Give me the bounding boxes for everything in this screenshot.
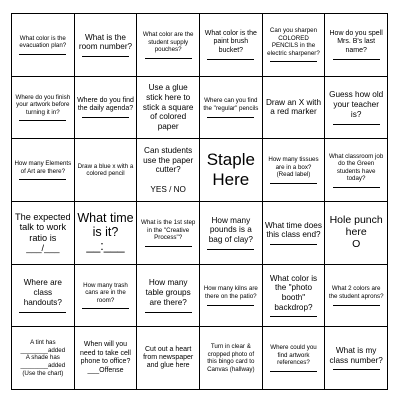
answer-line [82, 308, 129, 309]
bingo-square-prompt: Cut out a heart from newspaper and glue here [143, 345, 194, 370]
bingo-square-r5-c5 [263, 265, 326, 328]
bingo-square-prompt: Where do you finish your artwork before turning it in? [15, 93, 71, 116]
bingo-square-r6-c1 [12, 327, 75, 390]
bingo-square-r2-c3 [137, 77, 200, 140]
bingo-square-r2-c1 [12, 77, 75, 140]
bingo-square-r3-c1 [12, 139, 75, 202]
bingo-square-r4-c5 [263, 202, 326, 265]
bingo-square-prompt: Guess how old your teacher is? [329, 90, 384, 119]
answer-line [333, 59, 380, 60]
bingo-square-r3-c3 [137, 139, 200, 202]
bingo-square-prompt: The expected talk to work ratio is ___/___ [14, 211, 71, 254]
bingo-square-r5-c6 [325, 265, 388, 328]
bingo-square-prompt: What color is the evacuation plan? [19, 34, 67, 50]
bingo-square-prompt: How many kilns are there on the patio? [203, 285, 258, 300]
bingo-square-prompt: Hole punch here O [329, 214, 383, 250]
bingo-square-prompt: What is my class number? [329, 345, 383, 365]
answer-line [145, 312, 192, 313]
bingo-square-prompt: What classroom job do the Green students have today? [328, 152, 384, 183]
bingo-square-prompt: Turn in clear & cropped photo of this bingo card to Canvas (hallway) [207, 343, 255, 373]
bingo-square-prompt: How many Elements of Art are there? [14, 160, 72, 175]
bingo-square-r6-c5 [263, 327, 326, 390]
bingo-square-r4-c6 [325, 202, 388, 265]
bingo-square-r2-c5 [263, 77, 326, 140]
answer-line [270, 371, 317, 372]
bingo-square-r6-c3 [137, 327, 200, 390]
answer-line [207, 59, 254, 60]
bingo-square-prompt: Where do you find the daily agenda? [77, 96, 134, 112]
bingo-square-r2-c4 [200, 77, 263, 140]
answer-line [19, 179, 66, 180]
bingo-square-r1-c6 [325, 14, 388, 77]
bingo-square-r1-c1 [12, 14, 75, 77]
bingo-square-prompt: What time does this class end? [265, 220, 322, 240]
bingo-square-prompt: What color is the "photo booth" backdrop? [269, 273, 318, 312]
answer-line [270, 244, 317, 245]
bingo-square-prompt: What time is it? __:___ [77, 211, 134, 253]
bingo-square-r1-c2 [75, 14, 138, 77]
bingo-square-r3-c5 [263, 139, 326, 202]
bingo-square-r2-c2 [75, 77, 138, 140]
answer-line [207, 117, 254, 118]
bingo-square-prompt: Can you sharpen COLORED PENCILS in the electric sharpener? [267, 27, 320, 57]
answer-line [333, 187, 380, 188]
answer-line [270, 61, 317, 62]
bingo-square-r5-c1 [12, 265, 75, 328]
answer-line [270, 183, 317, 184]
bingo-square-r1-c4 [200, 14, 263, 77]
bingo-square-r2-c6 [325, 77, 388, 140]
bingo-square-prompt: What color are the student supply pouches? [142, 30, 194, 54]
bingo-square-r4-c4 [200, 202, 263, 265]
bingo-square-prompt: Where are class handouts? [23, 278, 62, 307]
answer-line [145, 58, 192, 59]
bingo-square-prompt: Use a glue stick here to stick a square of colored paper [142, 83, 194, 131]
bingo-square-r1-c5 [263, 14, 326, 77]
bingo-square-prompt: What color is the paint brush bucket? [204, 29, 257, 54]
bingo-square-prompt: What is the 1st step in the "Creative Process"? [140, 218, 196, 242]
bingo-square-prompt: Where can you find the "regular" pencils [203, 97, 259, 112]
bingo-square-prompt: When will you need to take cell phone to office? ___Offense [80, 341, 131, 374]
answer-line [207, 249, 254, 250]
bingo-square-r3-c2 [75, 139, 138, 202]
bingo-square-prompt: Draw a blue x with a colored pencil [77, 162, 134, 178]
answer-line [333, 369, 380, 370]
answer-line [19, 120, 66, 121]
bingo-square-prompt: How many pounds is a bag of clay? [208, 215, 253, 245]
answer-line [82, 56, 129, 57]
answer-line [333, 305, 380, 306]
answer-line [82, 117, 129, 118]
bingo-square-prompt: A tint has ________added A shade has ________added (Use the chart) [20, 339, 66, 377]
bingo-square-prompt: Where could you find artwork references? [270, 344, 317, 367]
bingo-square-r5-c4 [200, 265, 263, 328]
bingo-square-prompt: What is the room number? [78, 32, 133, 52]
bingo-square-r3-c6 [325, 139, 388, 202]
bingo-square-r4-c2 [75, 202, 138, 265]
bingo-square-prompt: How many table groups are there? [145, 278, 191, 307]
bingo-square-r3-c4 [200, 139, 263, 202]
bingo-square-prompt: How do you spell Mrs. B's last name? [329, 29, 383, 54]
bingo-square-r4-c3 [137, 202, 200, 265]
bingo-square-r6-c6 [325, 327, 388, 390]
bingo-square-prompt: Staple Here [206, 149, 255, 190]
bingo-square-r6-c4 [200, 327, 263, 390]
answer-line [19, 54, 66, 55]
answer-line [333, 124, 380, 125]
bingo-square-prompt: How many tissues are in a box? (Read label) [268, 156, 319, 179]
bingo-square-prompt: How many trash cans are in the room? [83, 281, 128, 304]
bingo-square-r1-c3 [137, 14, 200, 77]
bingo-square-prompt: Can students use the paper cutter? YES / NO [143, 145, 194, 194]
answer-line [207, 305, 254, 306]
bingo-card-grid [11, 13, 388, 390]
bingo-square-r4-c1 [12, 202, 75, 265]
bingo-square-prompt: Draw an X with a red marker [265, 97, 322, 117]
bingo-square-r5-c3 [137, 265, 200, 328]
bingo-square-r5-c2 [75, 265, 138, 328]
bingo-square-r6-c2 [75, 327, 138, 390]
answer-line [270, 316, 317, 317]
bingo-square-prompt: What 2 colors are the student aprons? [328, 285, 384, 300]
answer-line [19, 312, 66, 313]
answer-line [145, 246, 192, 247]
